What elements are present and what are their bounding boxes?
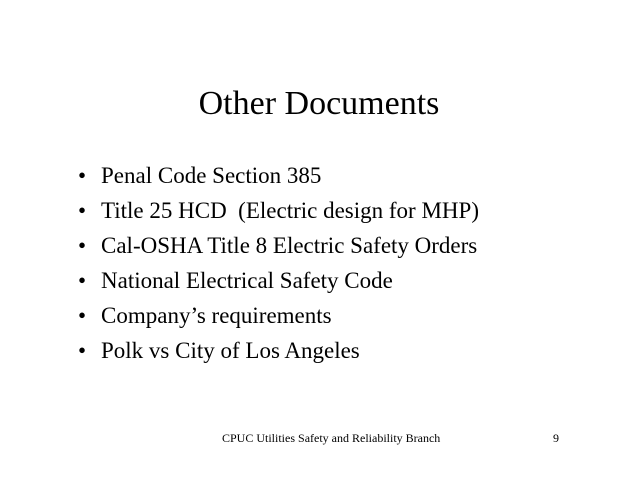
- footer-text: CPUC Utilities Safety and Reliability Branch: [222, 431, 441, 445]
- list-item-label: Penal Code Section 385: [101, 163, 322, 188]
- bullet-icon: •: [78, 338, 87, 363]
- list-item-label: Title 25 HCD (Electric design for MHP): [101, 198, 479, 223]
- list-item-label: Polk vs City of Los Angeles: [101, 338, 360, 363]
- bullet-icon: •: [78, 268, 87, 293]
- list-item: [78, 333, 479, 368]
- bullet-icon: •: [78, 303, 87, 328]
- list-item: [78, 228, 479, 263]
- list-item: [78, 193, 479, 228]
- list-item-label: Company’s requirements: [101, 303, 332, 328]
- list-item-label: National Electrical Safety Code: [101, 268, 393, 293]
- list-item: [78, 158, 479, 193]
- page-number: 9: [553, 431, 559, 445]
- list-item: [78, 263, 479, 298]
- bullet-icon: •: [78, 163, 87, 188]
- bullet-icon: •: [78, 233, 87, 258]
- slide-title: Other Documents: [198, 85, 440, 122]
- bullet-icon: •: [78, 198, 87, 223]
- list-item-label: Cal-OSHA Title 8 Electric Safety Orders: [101, 233, 478, 258]
- bullet-list: [78, 158, 479, 368]
- list-item: [78, 298, 479, 333]
